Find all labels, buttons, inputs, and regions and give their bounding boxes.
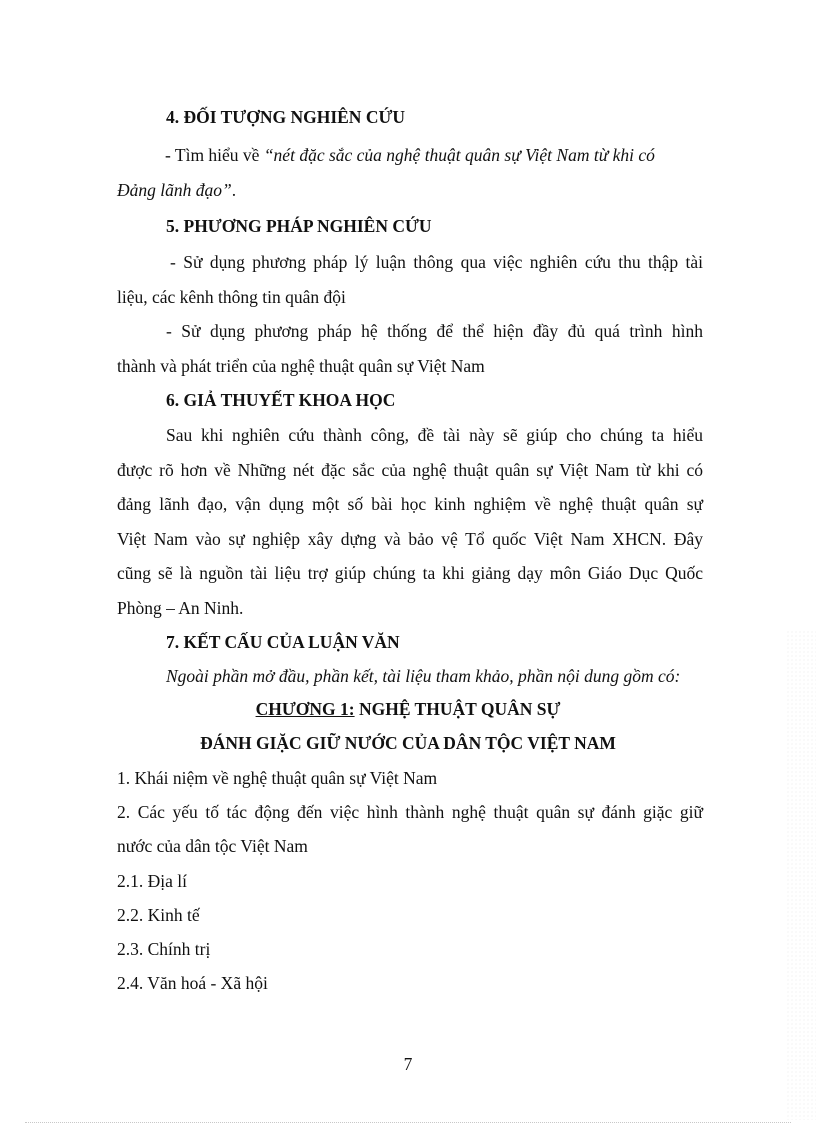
section-7-heading: 7. KẾT CẤU CỦA LUẬN VĂN (166, 632, 400, 652)
chapter-1-title-line2: ĐÁNH GIẶC GIỮ NƯỚC CỦA DÂN TỘC VIỆT NAM (200, 733, 616, 753)
section-5-heading: 5. PHƯƠNG PHÁP NGHIÊN CỨU (166, 216, 432, 236)
section-4-item-line1 (165, 143, 655, 167)
section-5-item2-line2: thành và phát triển của nghệ thuật quân sự Việt Nam (117, 356, 485, 376)
section-6-para-line4: Việt Nam vào sự nghiệp xây dựng và bảo vệ Tổ quốc Việt Nam XHCN. Đây (117, 529, 703, 549)
section-7-intro: Ngoài phần mở đầu, phần kết, tài liệu tham khảo, phần nội dung gồm có: (166, 666, 681, 686)
section-4-item-period: . (231, 180, 237, 200)
section-5-item1-line1: - Sử dụng phương pháp lý luận thông qua việc nghiên cứu thu thập tài (170, 252, 703, 272)
section-4-item-quote: “nét đặc sắc của nghệ thuật quân sự Việt Nam từ khi có (263, 145, 655, 165)
section-6-para-line3: đảng lãnh đạo, vận dụng một số bài học kinh nghiệm về nghệ thuật quân sự (117, 494, 703, 514)
section-4-item-line2 (117, 178, 236, 202)
chapter-1-title: NGHỆ THUẬT QUÂN SỰ (354, 699, 561, 719)
chapter-1-title-line1 (0, 697, 816, 721)
scan-texture (786, 630, 816, 1120)
section-4-item-quote-end: Đảng lãnh đạo” (117, 180, 232, 200)
section-6-para-line2: được rõ hơn về Những nét đặc sắc của nghệ thuật quân sự Việt Nam từ khi có (117, 460, 703, 480)
toc-subitem-2-1: 2.1. Địa lí (117, 871, 187, 891)
section-6-para-line1: Sau khi nghiên cứu thành công, đề tài này sẽ giúp cho chúng ta hiểu (166, 425, 703, 445)
chapter-1-label: CHƯƠNG 1: (255, 699, 355, 719)
section-6-para-line6: Phòng – An Ninh. (117, 598, 244, 618)
section-4-item-prefix: - Tìm hiểu về (165, 145, 264, 165)
page-number: 7 (403, 1054, 413, 1074)
toc-subitem-2-2: 2.2. Kinh tế (117, 905, 200, 925)
toc-item-2-line2: nước của dân tộc Việt Nam (117, 836, 308, 856)
toc-item-1: 1. Khái niệm về nghệ thuật quân sự Việt Nam (117, 768, 438, 788)
section-5-item1-line2: liệu, các kênh thông tin quân đội (117, 287, 346, 307)
section-6-heading: 6. GIẢ THUYẾT KHOA HỌC (166, 390, 396, 410)
section-6-para-line5: cũng sẽ là nguồn tài liệu trợ giúp chúng ta khi giảng dạy môn Giáo Dục Quốc (117, 563, 703, 583)
toc-subitem-2-3: 2.3. Chính trị (117, 939, 211, 959)
toc-subitem-2-4: 2.4. Văn hoá - Xã hội (117, 973, 268, 993)
section-5-item2-line1: - Sử dụng phương pháp hệ thống để thể hiện đầy đủ quá trình hình (166, 321, 703, 341)
toc-item-2-line1: 2. Các yếu tố tác động đến việc hình thành nghệ thuật quân sự đánh giặc giữ (117, 802, 703, 822)
section-4-heading: 4. ĐỐI TƯỢNG NGHIÊN CỨU (166, 107, 406, 127)
